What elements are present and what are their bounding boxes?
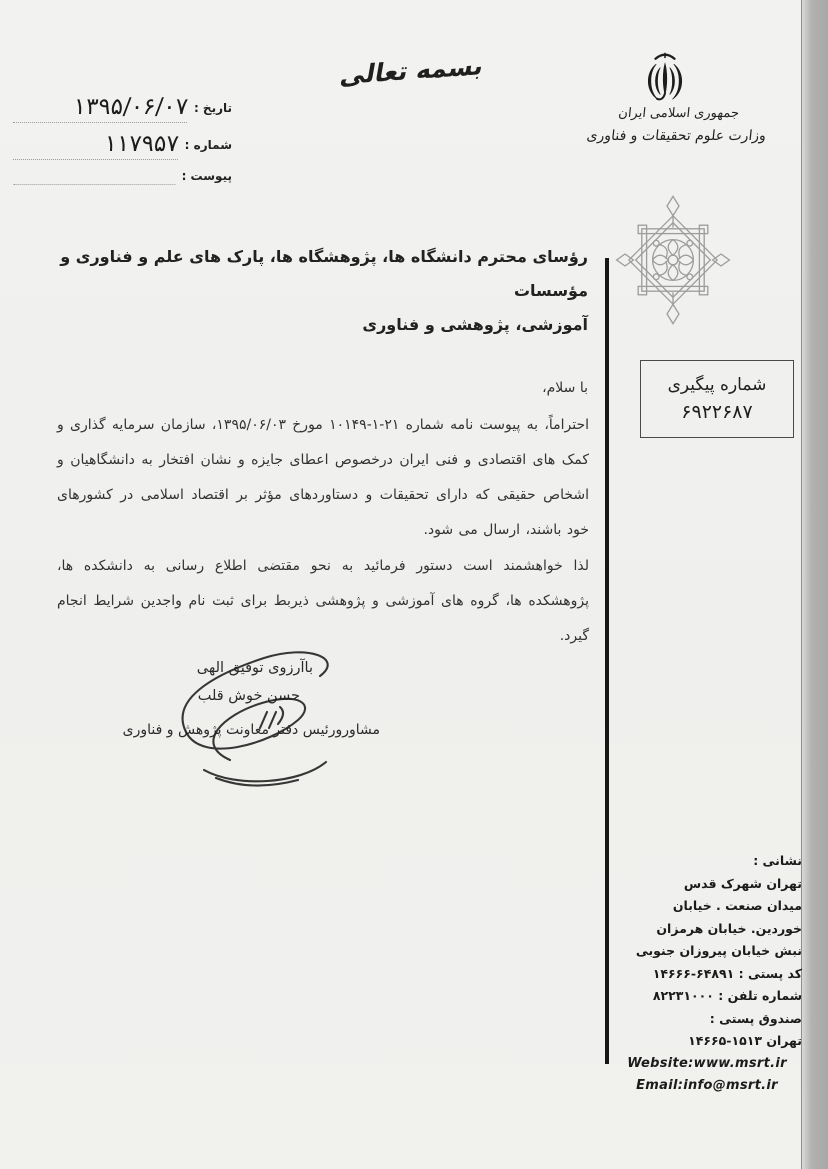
recipient-line-2: آموزشی، پژوهشی و فناوری <box>362 315 588 334</box>
attachment-label: پیوست : <box>181 168 232 183</box>
attachment-value <box>13 166 176 185</box>
attachment-row <box>14 166 232 185</box>
decorative-ornament <box>613 194 733 326</box>
body-paragraph-2: لذا خواهشمند است دستور فرمائید به نحو مقتضی اطلاع رسانی به دانشکده ها، پژوهشکده ها، گروه های آموزشی و پژوهشی ذیربط برای ثبت نام واجدین شرایط انجام گیرد. <box>57 558 589 644</box>
tracking-label: شماره پیگیری <box>667 375 767 395</box>
signatory-title: مشاورورئیس دفتر معاونت پژوهش و فناوری <box>122 722 380 738</box>
address-line: خوردین. خیابان هرمزان <box>656 920 802 936</box>
bismillah-calligraphy: بسمه تعالی <box>338 50 486 91</box>
vertical-divider <box>605 258 609 1064</box>
phone-line: شماره تلفن : ۸۲۲۳۱۰۰۰ <box>652 988 802 1003</box>
footer-address-block <box>612 850 802 1098</box>
number-row <box>14 129 232 160</box>
address-line: نبش خیابان پیروزان جنوبی <box>635 943 802 958</box>
signatory-name: حسن خوش قلب <box>197 688 300 704</box>
postal-code-line: کد پستی : ۶۴۸۹۱-۱۴۶۶۶ <box>652 965 802 981</box>
body-paragraph-1: احتراماً، به پیوست نامه شماره ۲۱-۱-۱۰۱۴۹ مورخ ۱۳۹۵/۰۶/۰۳، سازمان سرمایه گذاری و کمک های اقتصادی و فنی ایران درخصوص اعطای جایزه و نشان افتخار به دانشگاهیان و اشخاص حقیقی که دارای تحقیقات و دستاوردهای مؤثر بر اقتصاد اسلامی در کشورهای خود باشند، ارسال می شود. <box>57 417 589 538</box>
address-line: تهران شهرک قدس <box>683 875 802 891</box>
iran-emblem-icon <box>636 50 694 104</box>
recipient-heading <box>58 240 588 342</box>
date-label: تاریخ : <box>193 100 232 115</box>
tracking-number: ۶۹۲۲۶۸۷ <box>681 401 753 423</box>
ministry-name: وزارت علوم تحقیقات و فناوری <box>585 128 767 144</box>
date-row <box>14 92 232 123</box>
signature-benediction: باآرزوی توفیق الهی <box>196 660 313 676</box>
scan-edge-shadow <box>801 0 828 1169</box>
country-name: جمهوری اسلامی ایران <box>617 106 740 121</box>
email-line: Email:info@msrt.ir <box>636 1078 778 1093</box>
signature-block <box>85 660 383 738</box>
date-value: ۱۳۹۵/۰۶/۰۷ <box>13 92 189 123</box>
number-label: شماره : <box>184 137 232 152</box>
salutation: با سلام، <box>542 380 588 396</box>
website-line: Website:www.msrt.ir <box>627 1055 787 1071</box>
recipient-line-1: رؤسای محترم دانشگاه ها، پژوهشگاه ها، پارک های علم و فناوری و مؤسسات <box>60 247 588 300</box>
po-box-line: تهران ۱۵۱۳-۱۴۶۶۵ <box>688 1033 802 1048</box>
tracking-number-box <box>640 360 794 438</box>
number-value: ۱۱۷۹۵۷ <box>13 129 180 160</box>
letter-meta-block <box>14 92 232 191</box>
ministry-title-block <box>568 106 787 144</box>
address-label: نشانی : <box>753 853 802 868</box>
address-line: میدان صنعت . خیابان <box>672 898 802 913</box>
po-box-label-line: صندوق پستی : <box>709 1010 802 1026</box>
